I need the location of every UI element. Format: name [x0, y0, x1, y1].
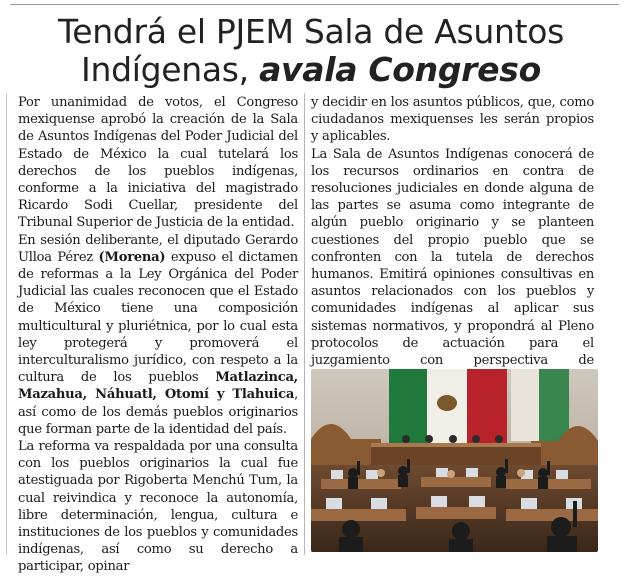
paragraph-2-part-b: expuso el dictamen de reformas a la Ley Orgánica del Poder Judicial las cuales reconocen que el Estado de México tiene una composición multicultural y pluriétnica, por lo cual esta ley protegerá y promoverá el interculturalismo jurídico, con respeto a la cultura de los pueblos — [18, 249, 298, 386]
headline — [8, 13, 614, 89]
paragraph-4: y decidir en los asuntos públicos, que, como ciudadanos mexiquenses les serán propios y aplicables. — [311, 95, 594, 145]
indigenous-peoples-list: Matlazinca, Mazahua, Náhuatl, Otomí y Tlahuica — [18, 370, 298, 403]
congress-photo-illustration — [311, 369, 598, 552]
party-name: (Morena) — [98, 249, 166, 265]
headline-plain: Indígenas, — [81, 50, 260, 89]
column-divider — [304, 93, 305, 555]
paragraph-1: Por unanimidad de votos, el Congreso mexiquense aprobó la creación de la Sala de Asuntos Indígenas del Poder Judicial del Estado de México la cual tutelará los derechos de los pueblos indígenas, conforme a la iniciativa del magistrado Ricardo Sodi Cuellar, presidente del Tribunal Superior de Justicia de la entidad. — [18, 95, 298, 231]
paragraph-5: La Sala de Asuntos Indígenas conocerá de los recursos ordinarios en contra de resoluciones judiciales en donde alguna de las partes se asuma como integrante de algún pueblo originario y se planteen cuestiones del propio pueblo que se confronten con la tutela de derechos humanos. Emitirá opiniones consultivas en asuntos relacionados con los pueblos y comunidades indígenas al aplicar sus sistemas normativos, y propondrá al Pleno protocolos de actuación para el juzgamiento con perspectiva de — [311, 146, 594, 369]
paragraph-2 — [18, 232, 298, 438]
headline-line-2 — [8, 51, 614, 89]
top-rule — [10, 4, 619, 5]
congress-chamber-photo — [311, 369, 598, 552]
headline-emphasis: avala Congreso — [259, 50, 541, 89]
article-column-left — [18, 94, 298, 576]
paragraph-2-part-c: , así como de los demás pueblos originarios que forman parte de la identidad del país. — [18, 387, 298, 437]
headline-line-1: Tendrá el PJEM Sala de Asuntos — [57, 12, 565, 51]
paragraph-2-part-a: En sesión deliberante, el diputado Gerardo Ulloa Pérez — [18, 232, 298, 265]
left-margin-rule — [6, 93, 7, 555]
article-column-right — [311, 94, 594, 386]
paragraph-3: La reforma va respaldada por una consulta con los pueblos originarios la cual fue atestiguada por Rigoberta Menchú Tum, la cual reivindica y reconoce la autonomía, libre determinación, lengua, cultura e instituciones de los pueblos y comunidades indígenas, así como su derecho a participar, opinar — [18, 439, 298, 575]
